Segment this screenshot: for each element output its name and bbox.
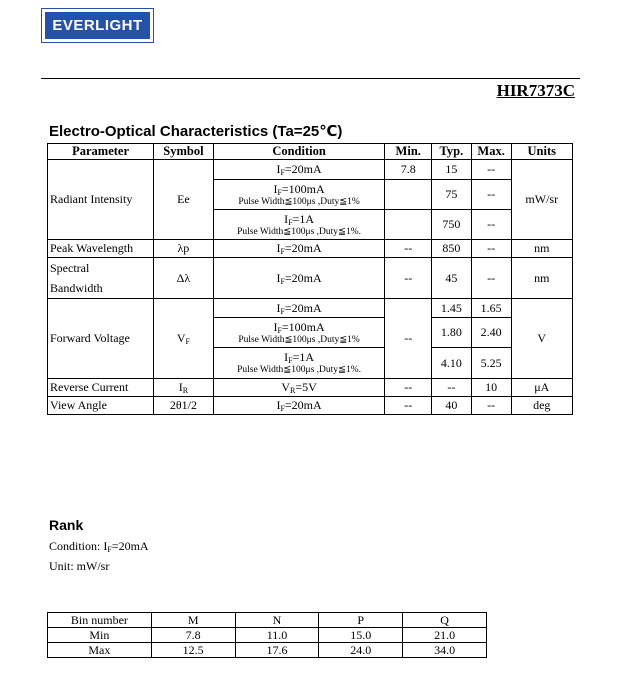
max-cell: -- — [471, 397, 511, 415]
rank-cell: 34.0 — [403, 643, 487, 658]
units-cell: nm — [511, 240, 573, 258]
table-row — [48, 299, 573, 318]
param-radiant-intensity: Radiant Intensity — [48, 160, 154, 240]
max-cell: -- — [471, 160, 511, 180]
typ-cell: -- — [432, 379, 472, 397]
param-view-angle: View Angle — [48, 397, 154, 415]
condition-cell: $I_F=20mA$ — [213, 160, 385, 180]
condition-cell: $I_F=20mA$ — [213, 258, 385, 299]
condition-cell: $I_F=1A$ Pulse Width≦100μs ,Duty≦1%. — [213, 348, 385, 379]
max-cell: 10 — [471, 379, 511, 397]
symbol-delta-lambda: Δλ — [154, 258, 214, 299]
typ-cell: 4.10 — [432, 348, 472, 379]
rank-cell: 24.0 — [319, 643, 403, 658]
min-cell: -- — [385, 299, 432, 379]
symbol-lambda-p: λp — [154, 240, 214, 258]
rank-col-bin: Bin number — [48, 613, 152, 628]
table-row — [48, 160, 573, 180]
max-cell: -- — [471, 210, 511, 240]
typ-cell: 850 — [432, 240, 472, 258]
col-units: Units — [511, 144, 573, 160]
condition-cell: $I_F=20mA$ — [213, 240, 385, 258]
col-max: Max. — [471, 144, 511, 160]
rank-col-m: M — [151, 613, 235, 628]
max-cell: -- — [471, 258, 511, 299]
rank-title: Rank — [49, 517, 84, 533]
typ-cell: 750 — [432, 210, 472, 240]
header-rule — [41, 78, 580, 79]
col-min: Min. — [385, 144, 432, 160]
everlight-logo — [41, 8, 154, 43]
rank-cell: 7.8 — [151, 628, 235, 643]
condition-cell: $V_R=5V$ — [213, 379, 385, 397]
rank-max-label: Max — [48, 643, 152, 658]
typ-cell: 45 — [432, 258, 472, 299]
min-cell: -- — [385, 379, 432, 397]
max-cell: -- — [471, 240, 511, 258]
rank-table — [47, 612, 487, 658]
min-cell: -- — [385, 240, 432, 258]
max-cell: 2.40 — [471, 318, 511, 348]
logo-plate — [45, 12, 150, 39]
param-peak-wavelength: Peak Wavelength — [48, 240, 154, 258]
units-volt: V — [511, 299, 573, 379]
max-cell: 5.25 — [471, 348, 511, 379]
table-row — [48, 628, 487, 643]
table-row — [48, 258, 573, 299]
condition-cell: $I_F=20mA$ — [213, 299, 385, 318]
table-row — [48, 379, 573, 397]
max-cell: 1.65 — [471, 299, 511, 318]
rank-col-p: P — [319, 613, 403, 628]
symbol-2theta: 2θ1/2 — [154, 397, 214, 415]
typ-cell: 15 — [432, 160, 472, 180]
col-parameter: Parameter — [48, 144, 154, 160]
symbol-vf: $V_F$ — [154, 299, 214, 379]
table-row — [48, 240, 573, 258]
table-row — [48, 397, 573, 415]
condition-cell: $I_F=1A$ Pulse Width≦100μs ,Duty≦1%. — [213, 210, 385, 240]
part-number: HIR7373C — [496, 81, 575, 100]
eo-section-title: Electro-Optical Characteristics (Ta=25℃) — [49, 123, 343, 140]
col-condition: Condition — [213, 144, 385, 160]
typ-cell: 1.45 — [432, 299, 472, 318]
param-spectral-bandwidth: Spectral Bandwidth — [48, 258, 154, 299]
max-cell: -- — [471, 180, 511, 210]
condition-cell: $I_F=100mA$ Pulse Width≦100μs ,Duty≦1% — [213, 318, 385, 348]
min-cell: -- — [385, 258, 432, 299]
col-typ: Typ. — [432, 144, 472, 160]
units-cell: μA — [511, 379, 573, 397]
min-cell: -- — [385, 397, 432, 415]
electro-optical-table — [47, 143, 573, 415]
min-cell — [385, 180, 432, 210]
logo-text: EVERLIGHT — [52, 17, 143, 34]
units-mwsr: mW/sr — [511, 160, 573, 240]
rank-cell: 15.0 — [319, 628, 403, 643]
symbol-ir: $I_R$ — [154, 379, 214, 397]
condition-cell: $I_F=20mA$ — [213, 397, 385, 415]
rank-unit: Unit: mW/sr — [49, 559, 110, 573]
rank-col-q: Q — [403, 613, 487, 628]
typ-cell: 75 — [432, 180, 472, 210]
rank-cell: 12.5 — [151, 643, 235, 658]
col-symbol: Symbol — [154, 144, 214, 160]
rank-cell: 17.6 — [235, 643, 319, 658]
rank-min-label: Min — [48, 628, 152, 643]
rank-cell: 21.0 — [403, 628, 487, 643]
condition-cell: $I_F=100mA$ Pulse Width≦100μs ,Duty≦1% — [213, 180, 385, 210]
typ-cell: 1.80 — [432, 318, 472, 348]
units-cell: nm — [511, 258, 573, 299]
units-cell: deg — [511, 397, 573, 415]
rank-header-row — [48, 613, 487, 628]
typ-cell: 40 — [432, 397, 472, 415]
table-row — [48, 643, 487, 658]
table-header-row — [48, 144, 573, 160]
rank-condition: Condition: $I_F=20mA$ — [49, 539, 149, 554]
symbol-ee: Ee — [154, 160, 214, 240]
param-forward-voltage: Forward Voltage — [48, 299, 154, 379]
rank-col-n: N — [235, 613, 319, 628]
param-reverse-current: Reverse Current — [48, 379, 154, 397]
rank-cell: 11.0 — [235, 628, 319, 643]
min-cell: 7.8 — [385, 160, 432, 180]
min-cell — [385, 210, 432, 240]
